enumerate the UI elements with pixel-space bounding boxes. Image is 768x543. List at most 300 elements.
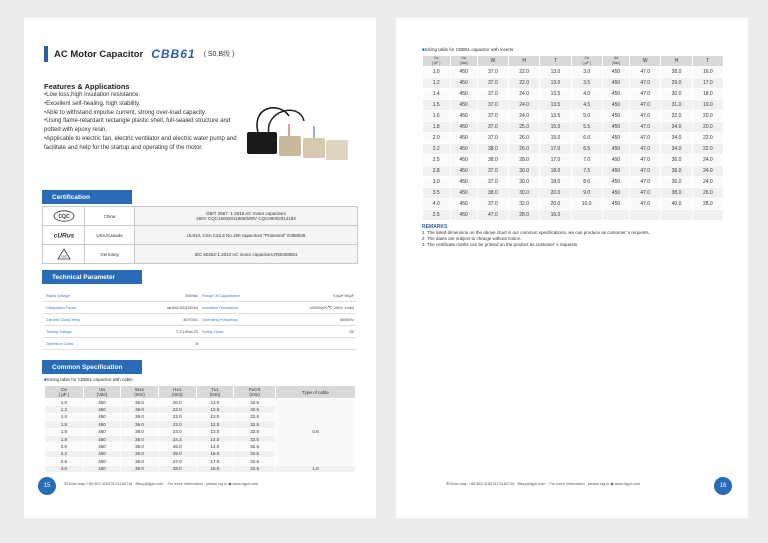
table-cell: 22.0 (692, 144, 723, 155)
cert-region: China (85, 207, 135, 226)
table-cell: 1.4 (423, 89, 451, 100)
page-number: 15 (38, 477, 56, 495)
table-cell: 36.0 (121, 443, 159, 450)
table-cell: 28.0 (661, 67, 692, 78)
features-title: Features & Applications (44, 82, 130, 91)
table-cell: 450 (450, 155, 477, 166)
capacitor-product-photo (229, 96, 354, 176)
table-cell: 24.0 (509, 111, 540, 122)
remark-line: 1. The listed dimension on the above chart is our common specifications, we can produce as customer' s requests. (422, 230, 650, 235)
param-row (44, 326, 356, 338)
param-value: B (195, 341, 198, 346)
table-cell: 34.0 (661, 122, 692, 133)
table-cell: 37.0 (477, 199, 508, 210)
table-cell: 16.0 (196, 450, 234, 457)
table-cell: 10.0 (571, 199, 602, 210)
table-cell: 25.0 (158, 450, 196, 457)
table-cell: 40.0 (661, 199, 692, 210)
cert-row (43, 226, 358, 245)
table-cell: 450 (83, 399, 120, 406)
feature-item: • Able to withstand impulse current, strong over-load capacity. (44, 109, 239, 118)
table-row (423, 210, 724, 221)
column-header: T±1 (mm) (196, 386, 234, 399)
param-label: Operation Class (46, 341, 74, 346)
table-cell: 5.0 (571, 111, 602, 122)
table-cell: 4.0 (571, 89, 602, 100)
column-header: P±0.5 (mm) (234, 386, 276, 399)
table-cell: 47.0 (630, 89, 661, 100)
page-number: 16 (714, 477, 732, 495)
table-cell: 450 (83, 413, 120, 420)
table-cell: 13.0 (540, 67, 571, 78)
param-label: Range Of Capacitance (202, 293, 241, 298)
remark-line: 3. The certificate marks can be printed on the product as customer' s requests. (422, 242, 579, 247)
table-cell: 47.0 (630, 199, 661, 210)
table-cell: 24.0 (509, 89, 540, 100)
table-cell: 37.0 (477, 89, 508, 100)
table-cell: 18.0 (540, 166, 571, 177)
table-cell: 32.5 (234, 465, 276, 472)
table-cell: 15.0 (540, 133, 571, 144)
table-cell: 450 (602, 177, 629, 188)
param-label: Climatic Class/Temp (46, 317, 81, 322)
table-cell: 31.0 (661, 100, 692, 111)
table-cell: 2.5 (423, 155, 451, 166)
table-cell: 17.0 (540, 144, 571, 155)
cqc-logo-icon (43, 207, 85, 226)
table-cell: 2.2 (45, 450, 84, 457)
page-footer (64, 481, 258, 486)
table-row (423, 199, 724, 210)
table-cell: 13.5 (540, 100, 571, 111)
table-cell: 450 (450, 188, 477, 199)
table-cell: 28.0 (158, 465, 196, 472)
table-cell: 26.0 (158, 443, 196, 450)
param-row (44, 338, 356, 350)
table-cell: 18.0 (692, 89, 723, 100)
table-cell: 32.5 (234, 406, 276, 413)
table-cell: 36.0 (121, 428, 159, 435)
cable-type-cell: 1.0 (276, 465, 356, 472)
param-label: Testing Voltage (46, 329, 72, 334)
table-cell: 3.5 (571, 78, 602, 89)
table-cell: 20.0 (540, 188, 571, 199)
table-cell: 450 (450, 133, 477, 144)
table-cell: 1.2 (45, 406, 84, 413)
svg-text:cURus: cURus (53, 232, 74, 239)
table-cell: 2.5 (45, 458, 84, 465)
table-cell: 32.0 (661, 111, 692, 122)
table-cell: 47.0 (630, 166, 661, 177)
table-row (423, 155, 724, 166)
param-label: Operating Frequency (202, 317, 238, 322)
table-cell: 6.0 (571, 133, 602, 144)
cert-row (43, 245, 358, 264)
table-cell: 32.5 (234, 458, 276, 465)
table-cell: 36.0 (121, 413, 159, 420)
table-cell: 4.5 (571, 100, 602, 111)
column-header: W (477, 56, 508, 67)
param-value: tanδ≤0.002(1KHz) (167, 305, 198, 310)
table-cell: 37.0 (477, 177, 508, 188)
cert-region: Germany (85, 245, 135, 264)
table-cell: 37.0 (477, 111, 508, 122)
footer-info: For more information , please log in (167, 481, 228, 486)
column-header: H±1 (mm) (158, 386, 196, 399)
table-cell: 47.0 (630, 188, 661, 199)
table-cell: 450 (450, 210, 477, 221)
table-cell: 12.0 (196, 413, 234, 420)
table-cell: 37.0 (477, 78, 508, 89)
remarks-title: REMARKS (422, 224, 448, 230)
email-icon: ✉ (517, 482, 521, 486)
globe-icon: ◉ (610, 482, 614, 486)
model-subtitle: ( S0,B级 ) (203, 51, 235, 58)
table-cell: 5.5 (571, 122, 602, 133)
table-cell: 24.0 (692, 155, 723, 166)
table-cell: 450 (602, 67, 629, 78)
table-cell: 14.0 (196, 443, 234, 450)
table-cell: 36.0 (121, 406, 159, 413)
svg-text:VDE: VDE (60, 254, 67, 258)
feature-item: • Low loss,high insulation resistance. (44, 91, 239, 100)
table-cell: 36.0 (661, 155, 692, 166)
svg-text:CQC: CQC (57, 213, 70, 220)
table-cell: 47.0 (477, 210, 508, 221)
table-cell: 38.0 (661, 188, 692, 199)
column-header: Uɴ (Vac) (450, 56, 477, 67)
table-cell: 11.0 (196, 399, 234, 406)
table-header-row (423, 56, 724, 67)
table-cell: 450 (602, 133, 629, 144)
table-cell: 18.0 (196, 465, 234, 472)
table-row (423, 89, 724, 100)
table-row (45, 465, 356, 472)
table-cell: 47.0 (630, 177, 661, 188)
table-row (423, 177, 724, 188)
param-label: Rated Voltage (46, 293, 70, 298)
table-cell: 450 (450, 166, 477, 177)
table-header-row (45, 386, 356, 399)
table-cell: 32.0 (509, 199, 540, 210)
table-cell: 30.0 (661, 89, 692, 100)
table-cell: 1.6 (45, 428, 84, 435)
table-cell: 37.0 (477, 122, 508, 133)
table-cell: 3.5 (423, 188, 451, 199)
table-cell: 32.5 (234, 413, 276, 420)
table-cell: 13.5 (540, 111, 571, 122)
ul-logo-icon (43, 226, 85, 245)
table-cell: 34.0 (661, 133, 692, 144)
vde-logo-icon (43, 245, 85, 264)
table-cell: 24.0 (692, 166, 723, 177)
table-cell: 450 (602, 155, 629, 166)
cert-description: UL810, CSA C22.2 No.190 capacitors "Protected" E358039 (135, 226, 358, 245)
table-cell: 22.0 (509, 67, 540, 78)
remarks (422, 224, 650, 248)
table-cell: 450 (602, 111, 629, 122)
table-cell: 36.0 (121, 450, 159, 457)
table-cell (602, 210, 629, 221)
table-cell: 450 (602, 78, 629, 89)
table-cell: 23.0 (158, 428, 196, 435)
table-cell: 1.4 (45, 413, 84, 420)
table-cell: 28.0 (692, 199, 723, 210)
right-page (396, 18, 748, 518)
table-cell: 13.0 (540, 78, 571, 89)
table-cell: 32.5 (234, 450, 276, 457)
table-cell: 1.8 (423, 122, 451, 133)
email-icon: ✉ (135, 482, 139, 486)
column-header: W±1 (mm) (121, 386, 159, 399)
table-cell: 450 (450, 100, 477, 111)
table-cell: 18.0 (540, 177, 571, 188)
table-cell: 28.0 (509, 155, 540, 166)
phone-icon: ✆ (64, 482, 68, 486)
table-cell: 450 (83, 465, 120, 472)
left-page (24, 18, 376, 518)
page-footer (446, 481, 640, 486)
table-cell: 24.3 (158, 435, 196, 442)
table-cell: 2.5 (423, 210, 451, 221)
feature-item: • Excellent self-healing, high stability. (44, 100, 239, 109)
table-cell: 2.2 (423, 144, 451, 155)
table-cell: 36.0 (121, 458, 159, 465)
table-cell: 26.0 (509, 133, 540, 144)
footer-info: For more information , please log in (549, 481, 610, 486)
table-cell: 450 (602, 199, 629, 210)
table-cell: 2.0 (45, 443, 84, 450)
footer-web[interactable]: www.rtgyh.com (232, 481, 259, 486)
table-cell: 38.0 (661, 166, 692, 177)
table-cell: 450 (450, 144, 477, 155)
table-cell: 450 (602, 100, 629, 111)
table-cell: 26.0 (509, 144, 540, 155)
table-cell: 29.0 (661, 78, 692, 89)
table-cell: 450 (83, 406, 120, 413)
table-cell: 37.0 (477, 67, 508, 78)
table-cell: 32.5 (234, 399, 276, 406)
table-cell: 450 (83, 458, 120, 465)
feature-item: • Applicable to electric fan, electric ventilator and electric water pump and facilitate and help for the startup and operating of the motor. (44, 135, 239, 153)
table-cell: 450 (450, 67, 477, 78)
table-cell: 17.0 (540, 155, 571, 166)
table-cell: 450 (83, 443, 120, 450)
table-cell: 27.0 (158, 458, 196, 465)
table-cell: 12.0 (196, 406, 234, 413)
table-cell: 47.0 (630, 144, 661, 155)
table-cell: 30.0 (509, 177, 540, 188)
phone-icon: ✆ (446, 482, 450, 486)
table-cell (692, 210, 723, 221)
page-title: AC Motor Capacitor (54, 48, 144, 60)
table-cell: 32.5 (234, 443, 276, 450)
param-value: 40/70/21 (183, 317, 198, 322)
table-cell: 1.5 (45, 421, 84, 428)
param-row (44, 314, 356, 326)
table-cell: 12.0 (196, 421, 234, 428)
param-value: S0 (349, 329, 354, 334)
table-cell: 22.0 (158, 413, 196, 420)
table-cell: 450 (450, 177, 477, 188)
table-cell: 450 (450, 122, 477, 133)
table-cell: 47.0 (630, 122, 661, 133)
footer-email: szy@tgyh.com (138, 481, 164, 486)
table-cell: 36.0 (661, 177, 692, 188)
cable-type-cell: 0.8 (276, 399, 356, 466)
feature-item: • Using flame-retardant rectangle plastic shell, full-sealed structure and potted with epoxy resin. (44, 117, 239, 135)
param-value: 50/60Hz (339, 317, 354, 322)
table-row (423, 133, 724, 144)
table-cell: 30.0 (509, 188, 540, 199)
model-name: CBB61 (151, 47, 196, 61)
table-cell: 19.0 (692, 100, 723, 111)
table-cell: 450 (450, 111, 477, 122)
table-cell: 47.0 (630, 67, 661, 78)
table-cell: 4.0 (423, 199, 451, 210)
table-cell: 37.0 (477, 133, 508, 144)
technical-parameter-heading: Technical Parameter (42, 270, 142, 284)
column-header: H (509, 56, 540, 67)
param-value: 450Vac (185, 293, 198, 298)
param-label: Dissipation Factor (46, 305, 77, 310)
table-cell: 30.0 (509, 166, 540, 177)
table-cell: 36.0 (121, 465, 159, 472)
column-header: Uɴ (Vac) (83, 386, 120, 399)
table-cell: 32.5 (234, 428, 276, 435)
footer-order: Order way: +86 563 4183787/4180718 (67, 481, 133, 486)
table-cell: 28.0 (509, 210, 540, 221)
table-row (45, 399, 356, 406)
table-cell: 2.0 (423, 133, 451, 144)
table-cell (661, 210, 692, 221)
table-cell: 16.0 (540, 210, 571, 221)
table-cell: 9.0 (571, 188, 602, 199)
inserts-sizing-table (422, 55, 724, 221)
table-cell: 36.0 (121, 435, 159, 442)
column-header: T (692, 56, 723, 67)
table-cell: 36.0 (121, 421, 159, 428)
table-cell: 450 (602, 188, 629, 199)
footer-email: szy@tgyh.com (520, 481, 546, 486)
table-cell: 450 (83, 428, 120, 435)
globe-icon: ◉ (228, 482, 232, 486)
footer-web[interactable]: www.rtgyh.com (614, 481, 641, 486)
certification-heading: Certification (42, 190, 132, 204)
table-cell: 450 (83, 421, 120, 428)
table-cell: 7.5 (571, 166, 602, 177)
table-cell: 450 (602, 144, 629, 155)
table-cell: 16.0 (692, 67, 723, 78)
table-cell: 450 (450, 89, 477, 100)
table-cell (571, 210, 602, 221)
table-row (423, 166, 724, 177)
table-cell: 20.0 (692, 122, 723, 133)
table-cell: 36.0 (121, 399, 159, 406)
column-header: H (661, 56, 692, 67)
common-specification-heading: Common Specification (42, 360, 142, 374)
column-header: Cɴ ( μF ) (45, 386, 84, 399)
table-cell: 20.0 (158, 399, 196, 406)
table-cell: 26.0 (692, 188, 723, 199)
table-cell: 22.0 (509, 78, 540, 89)
page-header (44, 46, 234, 62)
table-cell: 15.0 (540, 122, 571, 133)
table-cell: 47.0 (630, 111, 661, 122)
table-cell: 22.0 (158, 406, 196, 413)
table-cell: 2.8 (423, 166, 451, 177)
param-label: Insulation Resistance (202, 305, 239, 310)
table-cell: 1.0 (45, 399, 84, 406)
table-cell: 20.0 (692, 111, 723, 122)
table-cell: 450 (602, 122, 629, 133)
table-cell: 13.5 (540, 89, 571, 100)
table-cell: 450 (602, 89, 629, 100)
param-value: ≥3000s(20℃, 100V, 1min) (309, 306, 354, 310)
table-cell: 450 (83, 450, 120, 457)
param-row (44, 302, 356, 314)
table-row (423, 144, 724, 155)
table-cell: 38.0 (477, 155, 508, 166)
table-cell: 32.5 (234, 421, 276, 428)
table-cell: 1.2 (423, 78, 451, 89)
table-cell: 14.0 (196, 435, 234, 442)
table-cell: 37.0 (477, 166, 508, 177)
certification-table (42, 206, 358, 264)
table-row (423, 67, 724, 78)
table-cell: 47.0 (630, 133, 661, 144)
table-cell: 1.8 (45, 435, 84, 442)
param-value: T-T:1.8Uɴ,2S (175, 329, 198, 334)
cert-region: USA/Canada (85, 226, 135, 245)
table-cell: 25.0 (509, 122, 540, 133)
column-header: Cɴ ( μF ) (571, 56, 602, 67)
table-cell: 1.5 (423, 100, 451, 111)
table-cell: 17.0 (692, 78, 723, 89)
column-header: W (630, 56, 661, 67)
table-cell: 8.0 (571, 177, 602, 188)
table-cell: 17.0 (196, 458, 234, 465)
table-cell: 38.0 (477, 144, 508, 155)
table-cell: 47.0 (630, 100, 661, 111)
technical-parameter-table (44, 290, 356, 350)
table-row (423, 111, 724, 122)
column-header: Cɴ ( μF ) (423, 56, 451, 67)
inserts-table-note: ■ Sizing table for CBB61 capacitor with inserts (422, 47, 513, 52)
table-cell: 20.0 (540, 199, 571, 210)
table-cell: 47.0 (630, 78, 661, 89)
column-header: Type of cable (276, 386, 356, 399)
cert-row (43, 207, 358, 226)
header-accent-bar (44, 46, 48, 62)
param-label: Safety Class (202, 329, 224, 334)
table-cell: 3.0 (45, 465, 84, 472)
param-row (44, 290, 356, 302)
table-cell: 47.0 (630, 155, 661, 166)
table-cell: 24.0 (509, 100, 540, 111)
table-cell: 7.0 (571, 155, 602, 166)
table-row (423, 78, 724, 89)
table-cell: 450 (602, 166, 629, 177)
table-cell (630, 210, 661, 221)
table-cell: 13.0 (196, 428, 234, 435)
cable-sizing-table (44, 385, 356, 473)
table-cell: 3.0 (571, 67, 602, 78)
cert-description: GB/T 3667. 1-2016 AC motor capacitors 450V CQC16002011965/500V CQC09002014183 (135, 207, 358, 226)
table-row (423, 122, 724, 133)
features-list (44, 91, 239, 153)
table-row (423, 188, 724, 199)
